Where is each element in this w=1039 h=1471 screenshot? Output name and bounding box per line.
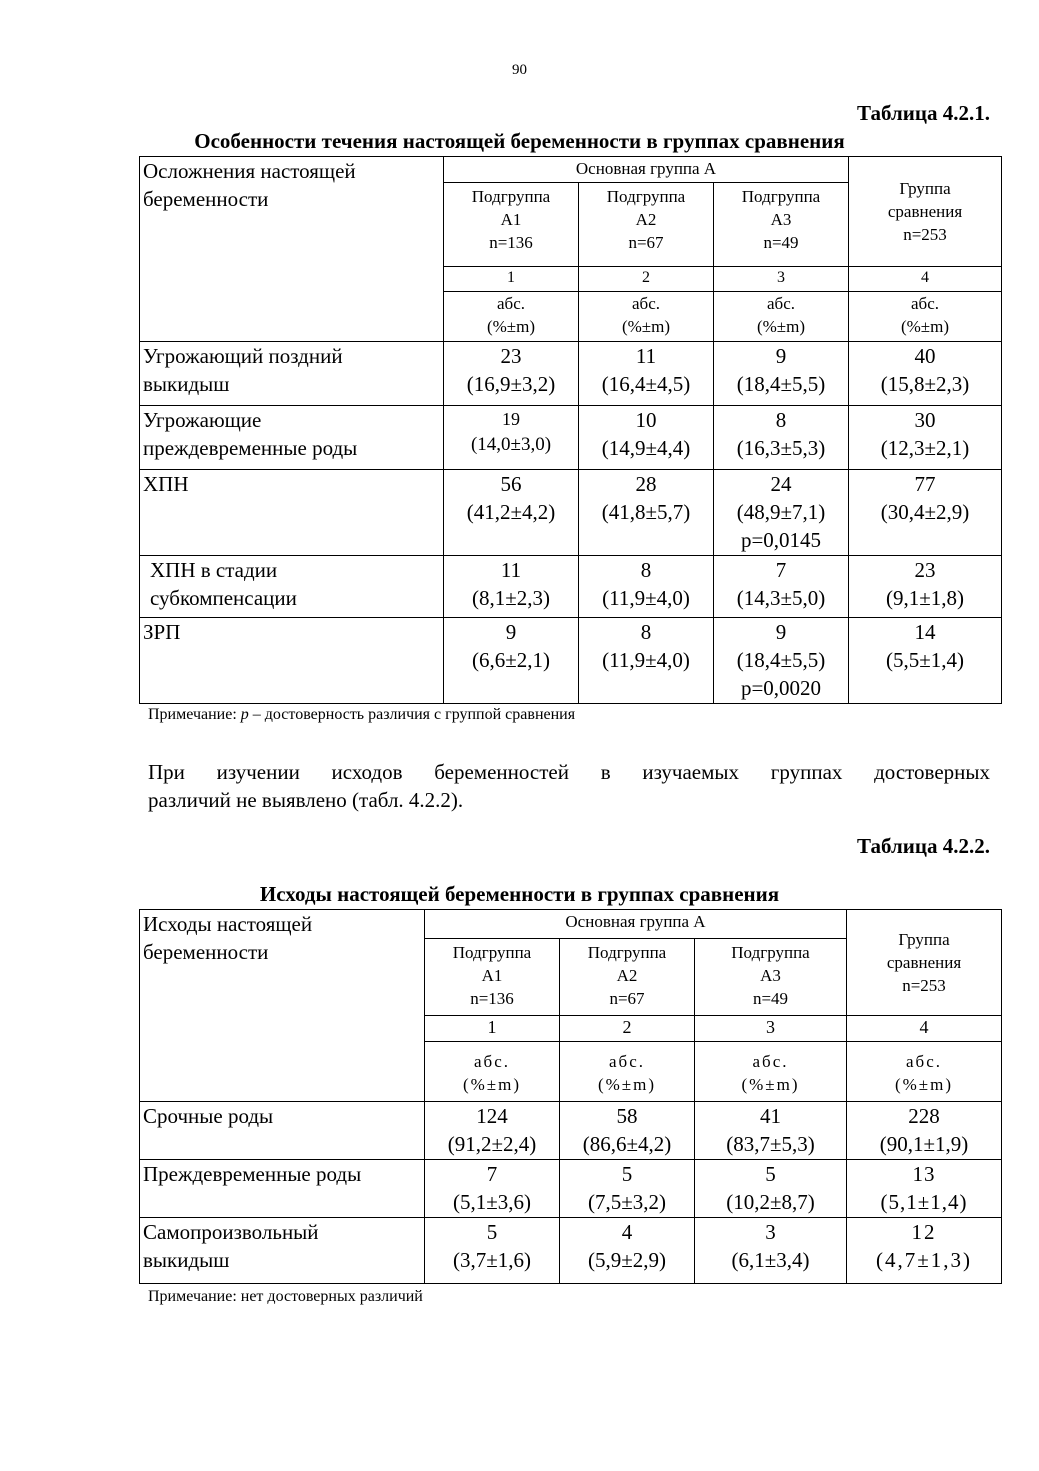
cell: 7 (14,3±5,0): [714, 556, 849, 618]
row-label: Самопроизвольный выкидыш: [140, 1218, 425, 1284]
table2-abs-header: абс. (%±m): [695, 1042, 847, 1102]
table1-abs-header: абс. (%±m): [444, 292, 579, 342]
row-label: Угрожающий поздний выкидыш: [140, 342, 444, 406]
table2-number: Таблица 4.2.2.: [857, 834, 990, 858]
table2-subgroup-a3: Подгруппа А3 n=49: [695, 939, 847, 1016]
row-label: ХПН: [140, 470, 444, 556]
table2-title: Исходы настоящей беременности в группах сравнения: [259, 882, 780, 906]
table1-index-1: 1: [444, 267, 579, 292]
table1-subgroup-a2: Подгруппа А2 n=67: [579, 183, 714, 267]
cell: 9 (6,6±2,1): [444, 618, 579, 704]
cell: 11 (8,1±2,3): [444, 556, 579, 618]
body-paragraph: При изучении исходов беременностей в изучаемых группах достоверных различий не выявлено (табл. 4.2.2).: [148, 760, 990, 812]
table1-index-3: 3: [714, 267, 849, 292]
table1-note: Примечание: p – достоверность различия с группой сравнения: [148, 706, 576, 723]
table2-subgroup-a1: Подгруппа А1 n=136: [425, 939, 560, 1016]
row-label: Преждевременные роды: [140, 1160, 425, 1218]
row-label: ЗРП: [140, 618, 444, 704]
cell: 5 (3,7±1,6): [425, 1218, 560, 1284]
table2-abs-header: абс. (%±m): [425, 1042, 560, 1102]
table1-index-4: 4: [849, 267, 1002, 292]
cell: 5 (7,5±3,2): [560, 1160, 695, 1218]
table2: [139, 909, 1002, 1284]
cell: 77 (30,4±2,9): [849, 470, 1002, 556]
table1: [139, 156, 1002, 704]
table-row: [140, 1160, 1002, 1218]
cell: 56 (41,2±4,2): [444, 470, 579, 556]
row-label: Угрожающие преждевременные роды: [140, 406, 444, 470]
table-row: [140, 406, 1002, 470]
cell: 12 (4,7±1,3): [847, 1218, 1002, 1284]
cell: 30 (12,3±2,1): [849, 406, 1002, 470]
table2-subgroup-a2: Подгруппа А2 n=67: [560, 939, 695, 1016]
cell: 4 (5,9±2,9): [560, 1218, 695, 1284]
table1-group-header: Основная группа А: [444, 157, 849, 183]
cell: 228 (90,1±1,9): [847, 1102, 1002, 1160]
cell: 8 (16,3±5,3): [714, 406, 849, 470]
table1-number: Таблица 4.2.1.: [857, 101, 990, 125]
table1-abs-header: абс. (%±m): [714, 292, 849, 342]
cell: 8 (11,9±4,0): [579, 556, 714, 618]
cell: 24 (48,9±7,1) p=0,0145: [714, 470, 849, 556]
cell: 5 (10,2±8,7): [695, 1160, 847, 1218]
table-row: [140, 1218, 1002, 1284]
table1-title: Особенности течения настоящей беременности в группах сравнения: [194, 129, 845, 153]
cell: 14 (5,5±1,4): [849, 618, 1002, 704]
cell: 124 (91,2±2,4): [425, 1102, 560, 1160]
table2-row-header: Исходы настоящей беременности: [140, 910, 425, 1102]
table1-subgroup-a1: Подгруппа А1 n=136: [444, 183, 579, 267]
cell: 13 (5,1±1,4): [847, 1160, 1002, 1218]
table2-note: Примечание: нет достоверных различий: [148, 1288, 423, 1305]
cell: 7 (5,1±3,6): [425, 1160, 560, 1218]
cell: 41 (83,7±5,3): [695, 1102, 847, 1160]
table1-comparison-header: Группа сравнения n=253: [849, 157, 1002, 267]
table2-group-header: Основная группа А: [425, 910, 847, 939]
page-number: 90: [512, 62, 527, 78]
table2-comparison-header: Группа сравнения n=253: [847, 910, 1002, 1016]
table1-abs-header: абс. (%±m): [849, 292, 1002, 342]
cell: 9 (18,4±5,5): [714, 342, 849, 406]
cell: 23 (9,1±1,8): [849, 556, 1002, 618]
table2-index-4: 4: [847, 1016, 1002, 1042]
cell: 9 (18,4±5,5) p=0,0020: [714, 618, 849, 704]
table2-index-1: 1: [425, 1016, 560, 1042]
row-label: ХПН в стадии субкомпенсации: [140, 556, 444, 618]
table1-index-2: 2: [579, 267, 714, 292]
cell: 40 (15,8±2,3): [849, 342, 1002, 406]
table-row: [140, 1102, 1002, 1160]
row-label: Срочные роды: [140, 1102, 425, 1160]
cell: 8 (11,9±4,0): [579, 618, 714, 704]
table2-index-3: 3: [695, 1016, 847, 1042]
cell: 23 (16,9±3,2): [444, 342, 579, 406]
table1-subgroup-a3: Подгруппа А3 n=49: [714, 183, 849, 267]
table1-row-header: Осложнения настоящей беременности: [140, 157, 444, 342]
cell: 10 (14,9±4,4): [579, 406, 714, 470]
table-row: [140, 342, 1002, 406]
table1-abs-header: абс. (%±m): [579, 292, 714, 342]
cell: 19 (14,0±3,0): [444, 406, 579, 470]
table2-abs-header: абс. (%±m): [847, 1042, 1002, 1102]
table-row: [140, 556, 1002, 618]
table2-abs-header: абс. (%±m): [560, 1042, 695, 1102]
cell: 11 (16,4±4,5): [579, 342, 714, 406]
table-row: [140, 618, 1002, 704]
table-row: [140, 470, 1002, 556]
table2-index-2: 2: [560, 1016, 695, 1042]
cell: 3 (6,1±3,4): [695, 1218, 847, 1284]
cell: 58 (86,6±4,2): [560, 1102, 695, 1160]
cell: 28 (41,8±5,7): [579, 470, 714, 556]
